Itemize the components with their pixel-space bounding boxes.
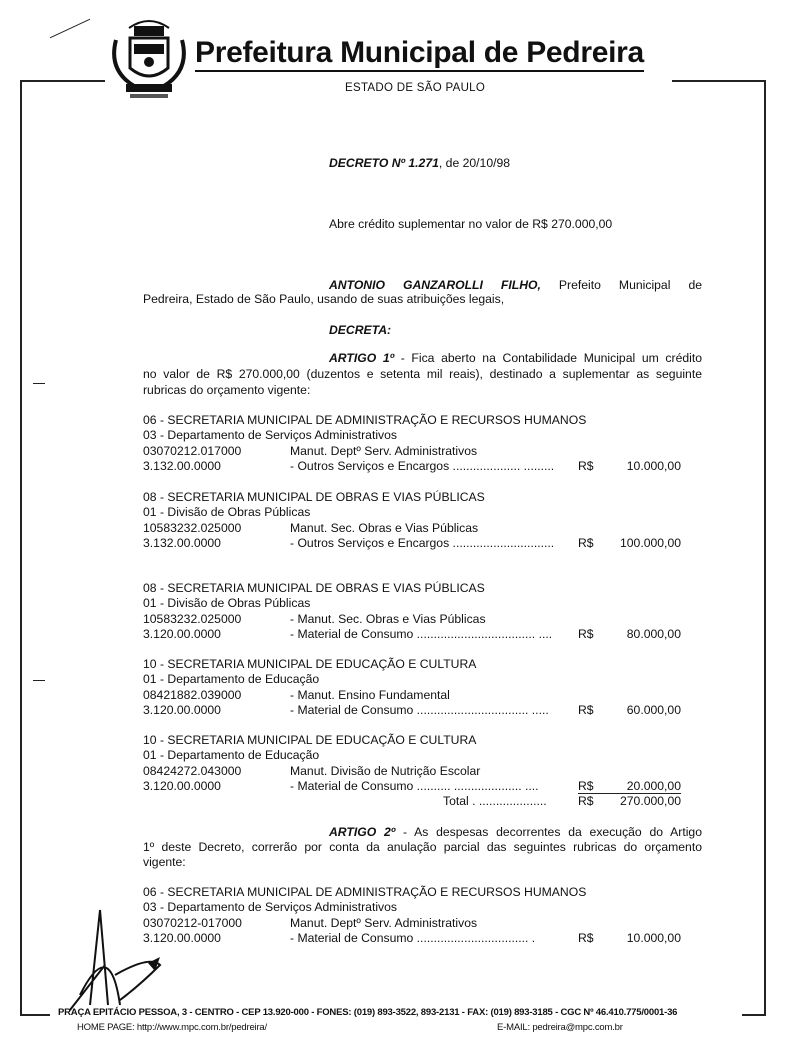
art2-label: ARTIGO 2º bbox=[329, 825, 396, 839]
program-description: - Manut. Sec. Obras e Vias Públicas bbox=[290, 612, 486, 626]
secretaria-heading: 06 - SECRETARIA MUNICIPAL DE ADMINISTRAÇÃO E RECURSOS HUMANOS bbox=[143, 885, 587, 899]
footer-address: PRAÇA EPITÁCIO PESSOA, 3 - CENTRO - CEP 13.920-000 - FONES: (019) 893-3522, 893-2131 - FAX: (019) 893-3185 - CGC Nº 46.410.775/0001-36 bbox=[58, 1007, 678, 1018]
art2-line-1 bbox=[329, 825, 702, 839]
account-description: - Material de Consumo ................................. ..... bbox=[290, 703, 549, 717]
art1-line-3: rubricas do orçamento vigente: bbox=[143, 383, 311, 397]
frame-top-left bbox=[20, 80, 105, 82]
program-description: Manut. Deptº Serv. Administrativos bbox=[290, 444, 478, 458]
art2-text: - As despesas decorrentes da execução do Artigo bbox=[395, 825, 702, 839]
page-subtitle: ESTADO DE SÃO PAULO bbox=[345, 82, 486, 94]
decree-date: , de 20/10/98 bbox=[438, 156, 511, 170]
total-label: Total . .................... bbox=[443, 794, 547, 808]
secretaria-heading: 08 - SECRETARIA MUNICIPAL DE OBRAS E VIAS PÚBLICAS bbox=[143, 490, 485, 504]
departamento-heading: 03 - Departamento de Serviços Administrativos bbox=[143, 428, 398, 442]
amount: 10.000,00 bbox=[626, 459, 681, 473]
footer-email: E-MAIL: pedreira@mpc.com.br bbox=[497, 1022, 623, 1033]
program-description: Manut. Divisão de Nutrição Escolar bbox=[290, 764, 481, 778]
frame-right bbox=[764, 80, 766, 1015]
amount: 100.000,00 bbox=[620, 536, 681, 550]
decree-summary: Abre crédito suplementar no valor de R$ 270.000,00 bbox=[329, 217, 613, 231]
secretaria-heading: 10 - SECRETARIA MUNICIPAL DE EDUCAÇÃO E CULTURA bbox=[143, 657, 477, 671]
frame-bottom-right bbox=[742, 1014, 766, 1016]
account-code: 3.120.00.0000 bbox=[143, 931, 221, 945]
secretaria-heading: 06 - SECRETARIA MUNICIPAL DE ADMINISTRAÇÃO E RECURSOS HUMANOS bbox=[143, 413, 587, 427]
account-code: 3.120.00.0000 bbox=[143, 779, 221, 793]
account-code: 3.132.00.0000 bbox=[143, 536, 221, 550]
city-crest-logo bbox=[104, 10, 194, 102]
account-description: - Material de Consumo .......... .................... .... bbox=[290, 779, 539, 793]
scan-mark bbox=[50, 19, 90, 39]
frame-top-right bbox=[672, 80, 766, 82]
program-description: Manut. Deptº Serv. Administrativos bbox=[290, 916, 478, 930]
art1-text: - Fica aberto na Contabilidade Municipal um crédito bbox=[394, 351, 702, 365]
secretaria-heading: 10 - SECRETARIA MUNICIPAL DE EDUCAÇÃO E CULTURA bbox=[143, 733, 477, 747]
page-title: Prefeitura Municipal de Pedreira bbox=[195, 36, 644, 72]
signature bbox=[60, 905, 170, 1015]
art1-line-2: no valor de R$ 270.000,00 (duzentos e setenta mil reais), destinado a suplementar as seguinte bbox=[143, 367, 702, 381]
program-code: 10583232.025000 bbox=[143, 521, 242, 535]
currency: R$ bbox=[578, 459, 594, 473]
secretaria-heading: 08 - SECRETARIA MUNICIPAL DE OBRAS E VIAS PÚBLICAS bbox=[143, 581, 485, 595]
amount: 10.000,00 bbox=[626, 931, 681, 945]
amount: 20.000,00 bbox=[626, 779, 681, 793]
account-code: 3.120.00.0000 bbox=[143, 703, 221, 717]
program-code: 08421882.039000 bbox=[143, 688, 242, 702]
account-description: - Outros Serviços e Encargos .................... ......... bbox=[290, 459, 555, 473]
art1-label: ARTIGO 1º bbox=[329, 351, 395, 365]
intro-line-1 bbox=[329, 278, 702, 292]
total-currency: R$ bbox=[578, 794, 594, 808]
currency: R$ bbox=[578, 703, 594, 717]
account-description: - Outros Serviços e Encargos .............................. bbox=[290, 536, 555, 550]
program-code: 08424272.043000 bbox=[143, 764, 242, 778]
currency: R$ bbox=[578, 779, 594, 793]
frame-left bbox=[20, 80, 22, 1015]
footer-homepage: HOME PAGE: http://www.mpc.com.br/pedreira/ bbox=[77, 1022, 267, 1033]
program-code: 03070212-017000 bbox=[143, 916, 242, 930]
decree-heading bbox=[329, 156, 510, 170]
currency: R$ bbox=[578, 536, 594, 550]
departamento-heading: 03 - Departamento de Serviços Administrativos bbox=[143, 900, 398, 914]
departamento-heading: 01 - Divisão de Obras Públicas bbox=[143, 505, 311, 519]
scan-mark bbox=[33, 680, 45, 681]
frame-bottom-left bbox=[20, 1014, 50, 1016]
account-description: - Material de Consumo ................................. . bbox=[290, 931, 536, 945]
currency: R$ bbox=[578, 931, 594, 945]
program-description: - Manut. Ensino Fundamental bbox=[290, 688, 450, 702]
total-amount: 270.000,00 bbox=[620, 794, 681, 808]
amount: 80.000,00 bbox=[626, 627, 681, 641]
intro-line-2: Pedreira, Estado de São Paulo, usando de suas atribuições legais, bbox=[143, 292, 505, 306]
subtotal-underline bbox=[578, 793, 681, 794]
intro-text: Prefeito Municipal de bbox=[540, 278, 703, 292]
scan-mark bbox=[33, 383, 45, 384]
departamento-heading: 01 - Departamento de Educação bbox=[143, 748, 320, 762]
account-code: 3.132.00.0000 bbox=[143, 459, 221, 473]
decree-number: DECRETO Nº 1.271 bbox=[329, 156, 439, 170]
decreta-label: DECRETA: bbox=[329, 323, 392, 337]
art2-line-2: 1º deste Decreto, correrão por conta da anulação parcial das seguintes rubricas do orçamento bbox=[143, 840, 702, 854]
departamento-heading: 01 - Departamento de Educação bbox=[143, 672, 320, 686]
departamento-heading: 01 - Divisão de Obras Públicas bbox=[143, 596, 311, 610]
currency: R$ bbox=[578, 627, 594, 641]
program-description: Manut. Sec. Obras e Vias Públicas bbox=[290, 521, 479, 535]
amount: 60.000,00 bbox=[626, 703, 681, 717]
mayor-name: ANTONIO GANZAROLLI FILHO, bbox=[329, 278, 541, 292]
account-code: 3.120.00.0000 bbox=[143, 627, 221, 641]
account-description: - Material de Consumo ................................... .... bbox=[290, 627, 553, 641]
art1-line-1 bbox=[329, 351, 702, 365]
art2-line-3: vigente: bbox=[143, 855, 186, 869]
program-code: 03070212.017000 bbox=[143, 444, 242, 458]
program-code: 10583232.025000 bbox=[143, 612, 242, 626]
